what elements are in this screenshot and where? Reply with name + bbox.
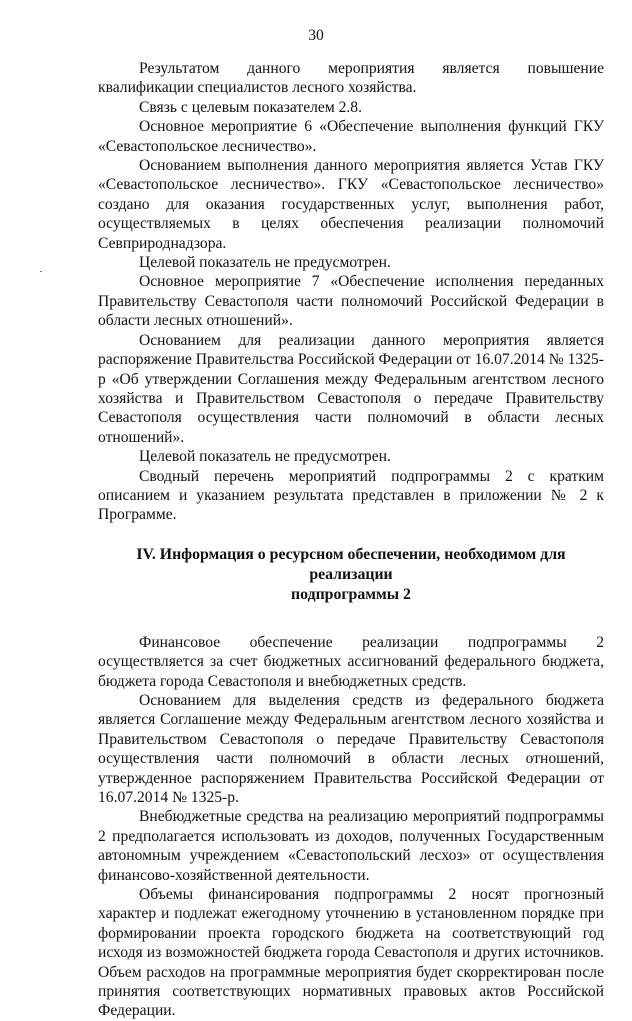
paragraph-measure-7: Основное мероприятие 7 «Обеспечение исполнения переданных Правительству Севастополя части полномочий Российской Федерации в области лесных отношений». xyxy=(98,273,604,330)
paragraph-measure-7-basis: Основанием для реализации данного мероприятия является распоряжение Правительства Российской Федерации от 16.07.2014 № 1325-р «Об утверждении Соглашения между Федеральным агентством лесного хозяйства и Правительством Севастополя о передаче Правительству Севастополя осуществления части полномочий в области лесных отношений». xyxy=(98,331,604,446)
scan-speck xyxy=(40,271,42,272)
paragraph-federal-basis: Основанием для выделения средств из федерального бюджета является Соглашение между Федеральным агентством лесного хозяйства и Правительством Севастополя о передаче Правительству Севастополя осуществления части полномочий в области лесных отношений, утвержденное распоряжением Правительства Российской Федерации от 16.07.2014 № 1325-р. xyxy=(98,691,604,806)
paragraph-no-target-2: Целевой показатель не предусмотрен. xyxy=(139,448,391,466)
spacer xyxy=(98,525,604,545)
section-heading xyxy=(98,545,604,605)
paragraph-measure-6: Основное мероприятие 6 «Обеспечение выполнения функций ГКУ «Севастопольское лесничество». xyxy=(98,118,604,155)
paragraph-no-target-1: Целевой показатель не предусмотрен. xyxy=(139,254,391,272)
paragraph-extrabudget: Внебюджетные средства на реализацию мероприятий подпрограммы 2 предполагается использовать из доходов, полученных Государственным автономным учреждением «Севастопольский лесхоз» от осуществления финансово-хозяйственной деятельности. xyxy=(98,808,604,884)
document-body xyxy=(98,59,604,1021)
paragraph-result: Результатом данного мероприятия является повышение квалификации специалистов лесного хозяйства. xyxy=(98,60,604,97)
section-heading-line-2: подпрограммы 2 xyxy=(291,585,411,603)
paragraph-summary-list: Сводный перечень мероприятий подпрограммы 2 с кратким описанием и указанием результата представлен в приложении № 2 к Программе. xyxy=(98,467,604,524)
page-number: 30 xyxy=(308,27,324,44)
paragraph-financing: Финансовое обеспечение реализации подпрограммы 2 осуществляется за счет бюджетных ассигнований федерального бюджета, бюджета города Севастополя и внебюджетных средств. xyxy=(98,633,604,690)
section-heading-line-1: IV. Информация о ресурсном обеспечении, необходимом для реализации xyxy=(136,545,566,583)
paragraph-target-link: Связь с целевым показателем 2.8. xyxy=(139,98,362,116)
spacer xyxy=(98,605,604,633)
paragraph-volumes: Объемы финансирования подпрограммы 2 носят прогнозный характер и подлежат ежегодному уточнению в установленном порядке при формировании проекта городского бюджета на соответствующий год исходя из возможностей бюджета города Севастополя и других источников. Объем расходов на программные мероприятия будет скорректирован после принятия соответствующих нормативных правовых актов Российской Федерации. xyxy=(98,886,604,1020)
paragraph-measure-6-basis: Основанием выполнения данного мероприятия является Устав ГКУ «Севастопольское лесничество». ГКУ «Севастопольское лесничество» создано для оказания государственных услуг, выполнения работ, осуществляемых в целях обеспечения реализации полномочий Севприроднадзора. xyxy=(98,157,604,252)
